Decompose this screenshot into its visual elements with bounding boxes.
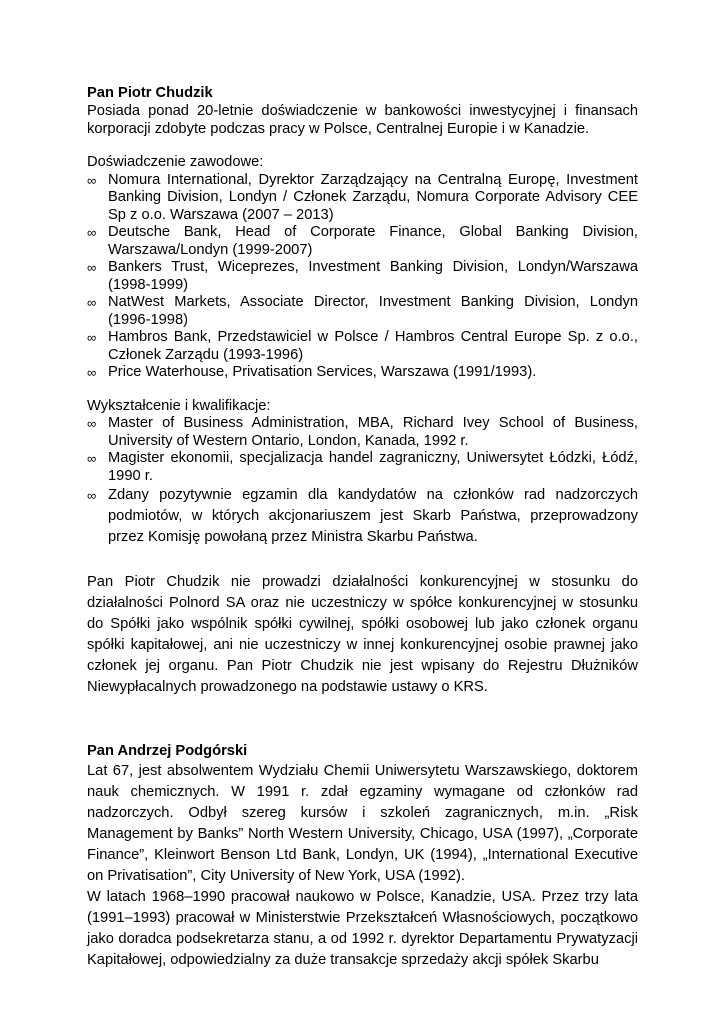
list-item: ∞ Nomura International, Dyrektor Zarządzający na Centralną Europę, Investment Banking Division, Londyn / Członek Zarządu, Nomura Corporate Advisory CEE Sp z o.o. Warszawa (2007 – 2013) [87, 171, 638, 223]
bullet-icon: ∞ [87, 365, 97, 380]
bullet-icon: ∞ [87, 416, 97, 431]
bullet-icon: ∞ [87, 451, 97, 466]
education-list [87, 415, 638, 548]
bio-paragraph-2: W latach 1968–1990 pracował naukowo w Polsce, Kanadzie, USA. Przez trzy lata (1991–1993) pracował w Ministerstwie Przekształceń Własnościowych, początkowo jako doradca podsekretarza stanu, a od 1992 r. dyrektor Departamentu Prywatyzacji Kapitałowej, odpowiedzialny za duże transakcje sprzedaży akcji spółek Skarbu [87, 889, 638, 968]
experience-label: Doświadczenie zawodowe: [87, 154, 264, 170]
list-item: ∞ NatWest Markets, Associate Director, Investment Banking Division, Londyn (1996-1998) [87, 294, 638, 328]
list-item: ∞ Master of Business Administration, MBA, Richard Ivey School of Business, University of Western Ontario, London, Kanada, 1992 r. [87, 415, 638, 449]
list-item: ∞ Deutsche Bank, Head of Corporate Finance, Global Banking Division, Warszawa/Londyn (1999-2007) [87, 224, 638, 258]
bullet-icon: ∞ [87, 295, 97, 310]
experience-list [87, 172, 638, 382]
statement-paragraph: Pan Piotr Chudzik nie prowadzi działalności konkurencyjnej w stosunku do działalności Polnord SA oraz nie uczestniczy w spółce konkurencyjnej w stosunku do Spółki jako wspólnik spółki cywilnej, spółki osobowej lub jako członek organu spółki kapitałowej, ani nie uczestniczy w innej konkurencyjnej osobie prawnej jako członek jej organu. Pan Piotr Chudzik nie jest wpisany do Rejestru Dłużników Niewypłacalnych prowadzonego na podstawie ustawy o KRS. [87, 574, 638, 695]
bullet-icon: ∞ [87, 330, 97, 345]
person-name-chudzik: Pan Piotr Chudzik [87, 85, 213, 101]
bullet-icon: ∞ [87, 225, 97, 240]
intro-paragraph: Posiada ponad 20-letnie doświadczenie w bankowości inwestycyjnej i finansach korporacji zdobyte podczas pracy w Polsce, Centralnej Europie i w Kanadzie. [87, 103, 638, 137]
list-item: ∞ Price Waterhouse, Privatisation Services, Warszawa (1991/1993). [87, 364, 537, 380]
bullet-icon: ∞ [87, 260, 97, 275]
list-item: ∞ Magister ekonomii, specjalizacja handel zagraniczny, Uniwersytet Łódzki, Łódź, 1990 r. [87, 450, 638, 484]
person-name-podgorski: Pan Andrzej Podgórski [87, 743, 248, 759]
list-item: ∞ Zdany pozytywnie egzamin dla kandydatów na członków rad nadzorczych podmiotów, w których akcjonariuszem jest Skarb Państwa, przeprowadzony przez Komisję powołaną przez Ministra Skarbu Państwa. [87, 487, 638, 545]
bullet-icon: ∞ [87, 172, 97, 188]
education-label: Wykształcenie i kwalifikacje: [87, 397, 271, 414]
bio-paragraph-1: Lat 67, jest absolwentem Wydziału Chemii Uniwersytetu Warszawskiego, doktorem nauk chemicznych. W 1991 r. zdał egzaminy wymagane od członków rad nadzorczych. Odbył szereg kursów i szkoleń zagranicznych, m.in. „Risk Management by Banks” North Western University, Chicago, USA (1997), „Corporate Finance”, Kleinwort Benson Ltd Bank, Londyn, UK (1994), „International Executive on Privatisation”, City University of New York, USA (1992). [87, 763, 638, 884]
document-page [87, 84, 638, 971]
list-item: ∞ Bankers Trust, Wiceprezes, Investment Banking Division, Londyn/Warszawa (1998-1999) [87, 259, 638, 293]
bullet-icon: ∞ [87, 488, 97, 503]
list-item: ∞ Hambros Bank, Przedstawiciel w Polsce / Hambros Central Europe Sp. z o.o., Członek Zarządu (1993-1996) [87, 329, 638, 363]
